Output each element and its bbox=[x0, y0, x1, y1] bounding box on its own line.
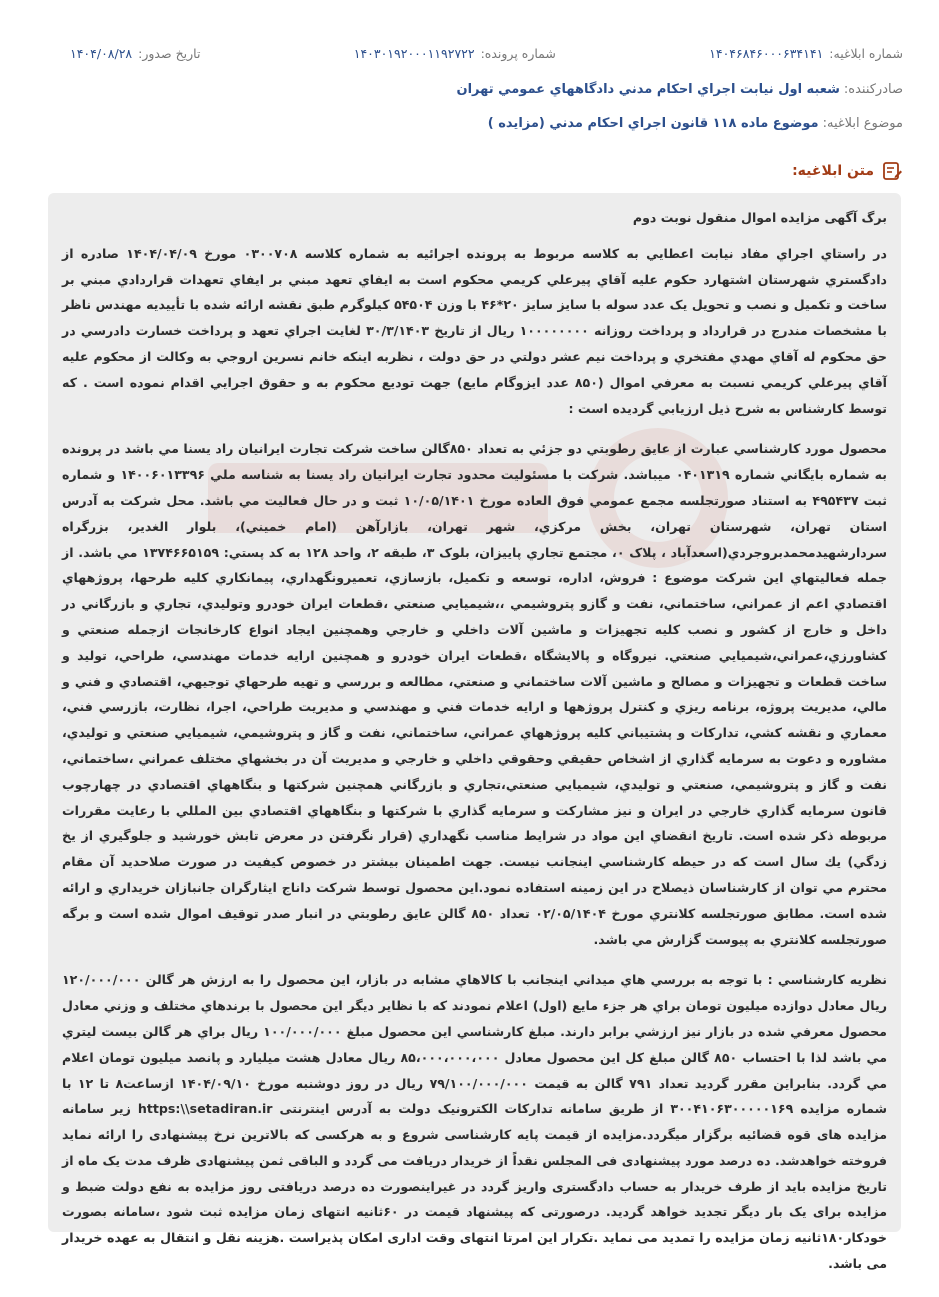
notice-paragraph-3: نظريه كارشناسي : با توجه به بررسي هاي ميداني اينجانب با كالاهاي مشابه در بازار، اين محصول را به ارزش هر گالن ۱۲۰/۰۰۰/۰۰۰ ريال معادل دوازده ميليون تومان براي هر جزء مايع (اول) اعلام نمودند كه با نظاير ديگر اين محصول با برندهاي مختلف و وزني معادل محصول معرفي شده در بازار نيز ارزشي برابر دارند. مبلغ كارشناسي اين محصول مبلغ ۱۰۰/۰۰۰/۰۰۰ ريال براي هر گالن بيست ليتري مي باشد لذا با احتساب ۸۵۰ گالن مبلغ كل اين محصول معادل ۸۵،۰۰۰،۰۰۰،۰۰۰ ريال معادل هشت ميليارد و پانصد ميليون تومان اعلام مي گردد. بنابراين مقرر گرديد تعداد ۷۹۱ گالن به قيمت ۷۹/۱۰۰/۰۰۰/۰۰۰ ريال در روز دوشنبه مورخ ۱۴۰۴/۰۹/۱۰ ازساعت۸ تا ۱۲ با شماره مزايده ۳۰۰۴۱۰۶۳۰۰۰۰۰۱۶۹ از طريق سامانه تداركات الكترونيک دولت به آدرس اينترنتی https:\\setadiran.ir زير سامانه مزايده هاى قوه قضائيه برگزار ميگردد.مزايده از قيمت پايه كارشناسى شروع و به هركسى كه بالاترين نرخ پيشنهادى را ارائه نمايد فروخته خواهدشد. ده درصد مورد پيشنهادى فى المجلس نقداً از خريدار دريافت مى گردد و الباقى ثمن پيشنهادى ظرف مدت يک ماه از تاريخ مزايده بايد از طرف خريدار به حساب دادگسترى واريز گردد در غيراينصورت ده درصد دريافتى روز مزايده به نفع دولت ضبط و مزايده براى يک بار ديگر تجديد خواهد گرديد. درصورتى كه پيشنهاد قيمت در ۶۰ثانيه انتهاى زمان مزايده ثبت شود ،سامانه بصورت خودكار۱۸۰ثانيه زمان مزايده را تمديد مى نمايد .تكرار اين امرتا انتهاى وقت ادارى امكان پذيراست .هزينه نقل و انتقال به عهده خريدار مى باشد. bbox=[62, 972, 888, 1272]
notice-number-value: ۱۴۰۴۶۸۴۶۰۰۰۶۳۴۱۴۱ bbox=[709, 46, 824, 61]
case-number-value: ۱۴۰۳۰۱۹۲۰۰۰۱۱۹۲۷۲۲ bbox=[353, 46, 475, 61]
notice-number-label: شماره ابلاغيه: bbox=[829, 46, 903, 61]
notice-body-text bbox=[48, 193, 901, 1277]
case-number bbox=[354, 46, 556, 61]
subject-line bbox=[40, 116, 903, 131]
notice-number bbox=[709, 46, 903, 61]
subject-label: موضوع ابلاغيه: bbox=[822, 116, 903, 131]
notice-heading: برگ آگهی مزايده اموال منقول نوبت دوم bbox=[632, 210, 887, 225]
notice-text-label: متن ابلاغيه: bbox=[792, 163, 874, 179]
issue-date-value: ۱۴۰۴/۰۸/۲۸ bbox=[70, 46, 133, 61]
notice-paragraph-1: در راستاي اجراي مفاد نيابت اعطايي به كلاسه مربوط به پرونده اجرائيه به شماره كلاسه ۰۳۰۰۷۰۸ مورخ ۱۴۰۴/۰۴/۰۹ صادره از دادگستري شهرستان اشتهارد حکوم عليه آقاي پيرعلي كريمي محكوم است به ايفاي تعهد مبني بر ايفاي تعهدات قراردادي مبني بر ساخت و تكميل و نصب و تحويل يک عدد سوله با سايز سايز ۲۰*۴۶ با وزن ۵۴۵۰۴ كيلوگرم طبق نقشه ارائه شده با تأييديه مهندس ناظر با مشخصات مندرج در قرارداد و پرداخت روزانه ۱۰۰۰۰۰۰۰۰ ريال از تاريخ ۳۰/۳/۱۴۰۳ لغايت اجراي تعهد و پرداخت خسارت دادرسي در حق محكوم له آقاي مهدي مفتخري و پرداخت نيم عشر دولتي در حق دولت ، نظربه اينكه خانم نسرين اروجي به وكالت از محكوم عليه آقاي پيرعلي كريمي نسبت به معرفي اموال (۸۵۰ عدد ايزوگام مايع) جهت توديع محکوم به و حقوق اجرايي اقدام نموده است . كه توسط كارشناس به شرح ذيل ارزيابي گرديده است : bbox=[62, 245, 888, 416]
notice-text-title bbox=[792, 160, 903, 182]
note-edit-icon bbox=[881, 160, 903, 182]
issuer-label: صادرکننده: bbox=[843, 82, 903, 97]
issue-date bbox=[70, 46, 200, 61]
notice-body-panel bbox=[48, 193, 901, 1272]
notice-meta-row bbox=[70, 46, 903, 61]
issue-date-label: تاريخ صدور: bbox=[138, 46, 201, 61]
notice-paragraph-2: محصول مورد كارشناسي عبارت از عايق رطوبتي دو جزئي به تعداد ۸۵۰گالن ساخت شركت تجارت ايرانيان راد يسنا مي باشد در پرونده به شماره بايگاني شماره ۰۴۰۱۳۱۹ ميباشد. شركت با مسئوليت محدود تجارت ايرانيان راد يسنا به شناسه ملي ۱۴۰۰۶۰۱۳۳۹۶ و شماره ثبت ۴۹۵۴۳۷ به استناد صورتجلسه مجمع عمومي فوق العاده مورخ ۱۰/۰۵/۱۴۰۱ ثبت و در حال فعاليت مي باشد. محل شركت به آدرس استان تهران، شهرستان تهران، بخش مركزي، شهر تهران، بازارآهن (امام خميني)، بلوار الغدير، بزرگراه سردارشهيدمحمدبروجردي(اسعدآباد ، پلاک ۰، مجتمع تجاري پاييزان، بلوک ۳، طبقه ۲، واحد ۱۲۸ به کد پستي: ۱۳۷۴۶۶۵۱۵۹ مي باشد. از جمله فعالیتهاي این شرکت موضوع : فروش، اداره، توسعه و تکميل، بازسازي، تعميرونگهداري، پيمانكاري كليه طرحها، پروژههاي اقتصادي اعم از عمراني، ساختماني، نفت و گازو پتروشيمي ،،شيميايي صنعتي ،قطعات ايران خودرو وتوليدي، تجاري و بازرگاني در داخل و خارج از کشور و نصب کليه تجهيزات و ماشين آلات داخلي و خارجي وهمچنين ايجاد انواع كارخانجات ازجمله صنعتي و كشاورزي،عمراني،شيميايي صنعتي. نيروگاه و پالايشگاه ،قطعات ايران خودرو و همچنين ارايه خدمات مهندسي، طراحي، توليد و ساخت قطعات و تجهيزات و مصالح و ماشين آلات ساختماني و صنعتي، مطالعه و بررسي و تهيه طرحهاي توجيهي، اقتصادي و فني و مالي، مديريت پروژه، برنامه ريزي و كنترل پروژهها و ارايه خدمات فني و مهندسي و مديريت طراحي، اجرا، نظارت، بازرسي فني، معماري و نقشه كشي، تداركات و پشتيباني كليه پروژههاي عمراني، ساختماني، نفت و گاز و پتروشيمي، شيميايي صنعتي و توليدي، مشاوره و دعوت به سرمايه گذاري از اشخاص حقيقي وحقوقي داخلي و خارجي و مديريت آن در بخشهاي مختلف عمراني ،ساختماني، نفت و گاز و پتروشيمي، صنعتي و توليدي، شيميايي صنعتي،تجاري و بازرگاني همچنين شركتها و بنگاههاي اقتصادي در چهارچوب قانون سرمايه گذاري خارجي در ايران و نيز مشاركت و سرمايه گذاري با شركتها و بنگاههاي اقتصادي بين المللي با رعايت مقررات مربوطه ذكر شده است. تاريخ انقضاي اين مواد در شرايط مناسب نگهداري (قرار نگرفتن در معرض تابش خورشيد و جلوگيري از يخ زدگي) يك سال است كه در حيطه كارشناسي اينجانب نيست. جهت اطمينان بيشتر در خصوص كيفيت در صورت صلاحديد آن مقام محترم مي توان از كارشناسان ذيصلاح در اين زمينه استفاده نمود.اين محصول توسط شركت داناج ايثارگران جانبازان خريداري و ارائه شده است. مطابق صورتجلسه كلانتري مورخ ۰۲/۰۵/۱۴۰۴ تعداد ۸۵۰ گالن عايق رطوبتي در انبار صدر توقيف اموال شده است و برگه صورتجلسه كلانتري به پيوست گزارش مي باشد. bbox=[62, 441, 887, 947]
subject-value: موضوع ماده ۱۱۸ قانون اجراي احكام مدني (مزايده ) bbox=[487, 116, 819, 131]
issuer-line bbox=[40, 82, 903, 97]
issuer-value: شعبه اول نيابت اجراي احكام مدني دادگاههاي عمومي تهران bbox=[456, 82, 840, 97]
case-number-label: شماره پرونده: bbox=[480, 46, 556, 61]
